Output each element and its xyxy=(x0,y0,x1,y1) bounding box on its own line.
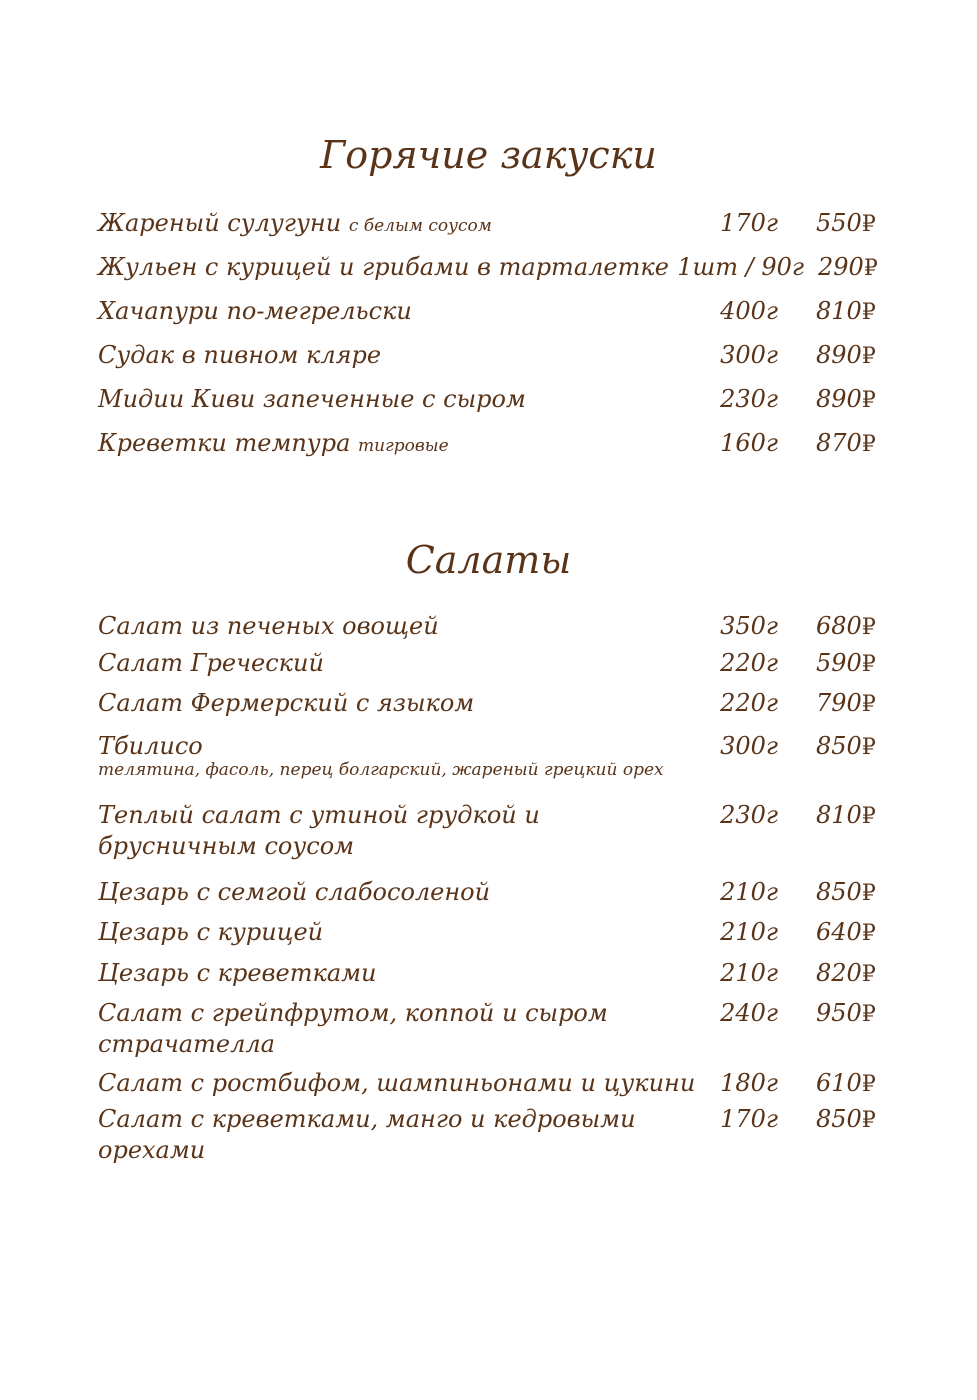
item-price: 950₽ xyxy=(816,999,876,1027)
ruble-icon: ₽ xyxy=(863,256,878,281)
item-weight: 300г xyxy=(720,341,778,369)
item-note: с белым соусом xyxy=(348,216,492,236)
item-price: 870₽ xyxy=(816,429,876,457)
item-weight: 220г xyxy=(720,689,778,717)
item-weight: 400г xyxy=(720,297,778,325)
item-name: Салат Греческий xyxy=(98,649,324,677)
item-name: Тбилисо xyxy=(98,732,203,760)
ruble-icon: ₽ xyxy=(861,1002,876,1027)
item-name: Жульен с курицей и грибами в тарталетке xyxy=(98,253,669,281)
ruble-icon: ₽ xyxy=(861,300,876,325)
item-weight: 350г xyxy=(720,612,778,640)
section-title-salads: Салаты xyxy=(405,538,572,582)
item-name: Салат с креветками, манго и кедровыми орехами xyxy=(98,1105,636,1164)
item-price: 890₽ xyxy=(816,341,876,369)
item-price: 680₽ xyxy=(816,612,876,640)
item-weight: 170г xyxy=(720,209,778,237)
item-weight: 240г xyxy=(720,999,778,1027)
item-price: 820₽ xyxy=(816,959,876,987)
item-name: Салат с грейпфрутом, коппой и сыром страчателла xyxy=(98,999,608,1058)
item-weight: 210г xyxy=(720,959,778,987)
item-weight: 180г xyxy=(720,1069,778,1097)
item-weight: 220г xyxy=(720,649,778,677)
item-name: Цезарь с курицей xyxy=(98,918,324,946)
item-weight: 170г xyxy=(720,1105,778,1133)
ruble-icon: ₽ xyxy=(861,652,876,677)
item-weight: 210г xyxy=(720,918,778,946)
section-title-hot-appetizers: Горячие закуски xyxy=(320,133,657,177)
ruble-icon: ₽ xyxy=(861,615,876,640)
item-name: Судак в пивном кляре xyxy=(98,341,382,369)
ruble-icon: ₽ xyxy=(861,1072,876,1097)
item-price: 810₽ xyxy=(816,297,876,325)
ruble-icon: ₽ xyxy=(861,804,876,829)
ruble-icon: ₽ xyxy=(861,1108,876,1133)
item-name: Салат с ростбифом, шампиньонами и цукини xyxy=(98,1069,696,1097)
item-name: Теплый салат с утиной грудкой и брусничным соусом xyxy=(98,801,540,860)
item-weight: 160г xyxy=(720,429,778,457)
item-name: Жареный сулугуни с белым соусом xyxy=(98,209,492,237)
item-price: 890₽ xyxy=(816,385,876,413)
item-description: телятина, фасоль, перец болгарский, жареный грецкий орех xyxy=(98,760,664,780)
item-price: 550₽ xyxy=(816,209,876,237)
ruble-icon: ₽ xyxy=(861,344,876,369)
ruble-icon: ₽ xyxy=(861,962,876,987)
item-note: тигровые xyxy=(358,436,449,456)
item-price: 590₽ xyxy=(816,649,876,677)
item-name: Креветки темпура тигровые xyxy=(98,429,449,457)
item-name: Цезарь с креветками xyxy=(98,959,377,987)
item-weight: 1шт / 90г xyxy=(677,253,804,281)
item-price: 290₽ xyxy=(818,253,878,281)
ruble-icon: ₽ xyxy=(861,212,876,237)
ruble-icon: ₽ xyxy=(861,921,876,946)
item-price: 790₽ xyxy=(816,689,876,717)
item-name: Салат Фермерский с языком xyxy=(98,689,475,717)
item-price: 810₽ xyxy=(816,801,876,829)
item-price: 850₽ xyxy=(816,1105,876,1133)
ruble-icon: ₽ xyxy=(861,735,876,760)
item-price: 610₽ xyxy=(816,1069,876,1097)
ruble-icon: ₽ xyxy=(861,881,876,906)
item-name: Салат из печеных овощей xyxy=(98,612,439,640)
item-weight: 230г xyxy=(720,385,778,413)
item-name: Цезарь с семгой слабосоленой xyxy=(98,878,491,906)
ruble-icon: ₽ xyxy=(861,388,876,413)
item-price: 850₽ xyxy=(816,878,876,906)
item-name: Хачапури по-мегрельски xyxy=(98,297,412,325)
item-weight: 300г xyxy=(720,732,778,760)
item-price: 640₽ xyxy=(816,918,876,946)
ruble-icon: ₽ xyxy=(861,432,876,457)
item-name: Мидии Киви запеченные с сыром xyxy=(98,385,526,413)
item-weight: 210г xyxy=(720,878,778,906)
ruble-icon: ₽ xyxy=(861,692,876,717)
item-weight: 230г xyxy=(720,801,778,829)
item-price: 850₽ xyxy=(816,732,876,760)
